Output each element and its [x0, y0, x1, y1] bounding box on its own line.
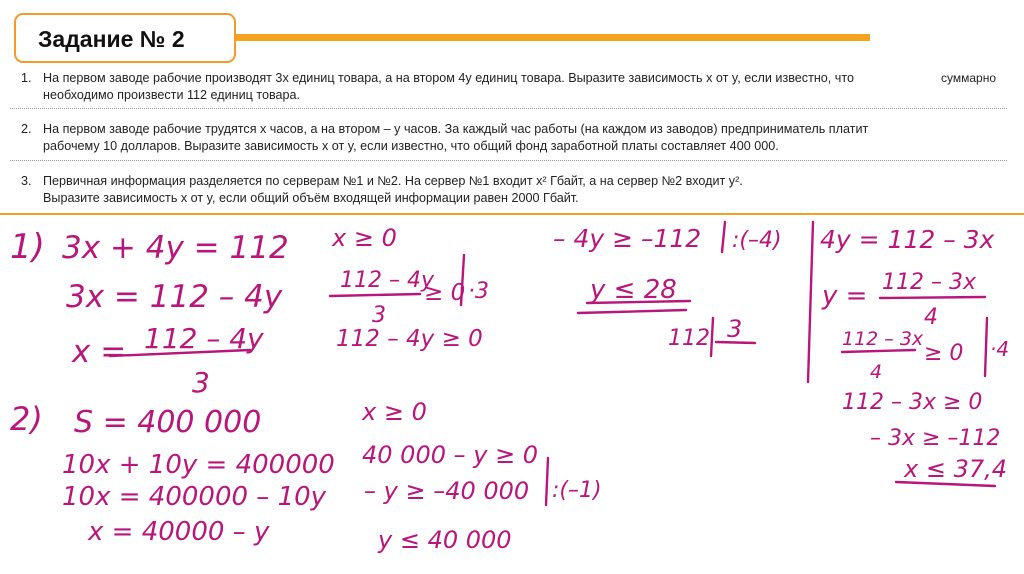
- fraction-denominator: 3: [192, 366, 210, 399]
- solution-label: 1): [10, 227, 45, 267]
- equation-line: y ≤ 28: [590, 275, 677, 305]
- equation-part: y =: [822, 281, 868, 311]
- equation-line: 40 000 – y ≥ 0: [362, 441, 539, 469]
- fraction-denominator: 3: [372, 303, 386, 328]
- equation-line: x ≥ 0: [362, 398, 427, 426]
- multiplier: ·4: [990, 337, 1010, 361]
- equation-part: ≥ 0: [424, 280, 466, 306]
- equation-line: 10x + 10y = 400000: [62, 450, 335, 480]
- equation-line: 4y = 112 – 3x: [820, 225, 995, 254]
- divisor: :(–1): [552, 478, 602, 503]
- task-number: 3.: [21, 174, 32, 188]
- fraction-bar: [842, 350, 915, 352]
- equation-line: x ≥ 0: [332, 224, 397, 252]
- equation-line: x =: [72, 334, 127, 370]
- task-number: 1.: [21, 71, 32, 85]
- fraction-numerator: 112 – 4y: [340, 268, 434, 293]
- equation-line: 112 – 3x ≥ 0: [842, 390, 983, 415]
- task-text-line1: На первом заводе рабочие производят 3x единиц товара, а на втором 4y единиц товара. Выразите зависимость x от y, если известно, что: [43, 71, 854, 85]
- multiplier: ·3: [468, 279, 489, 304]
- fraction-numerator: 112 – 4y: [144, 322, 264, 355]
- division-divisor: 3: [727, 315, 743, 343]
- divide-bar: [722, 222, 725, 252]
- equation-line: x = 40000 – y: [88, 517, 270, 547]
- fraction-denominator: 4: [870, 361, 883, 383]
- final-answer: x ≤ 37,4: [904, 455, 1008, 483]
- division-dividend: 112: [668, 326, 710, 351]
- equation-line: – 4y ≥ –112: [553, 224, 702, 253]
- equation-line: 3x = 112 – 4y: [66, 279, 283, 315]
- side-note: суммарно: [941, 71, 997, 85]
- equation-part: ≥ 0: [924, 341, 964, 366]
- fraction-bar: [330, 294, 420, 296]
- column-separator: [808, 222, 813, 382]
- equation-line: S = 400 000: [74, 405, 262, 440]
- final-answer: y ≤ 40 000: [378, 526, 512, 554]
- task-text-line2: Выразите зависимость x от y, если общий объём входящей информации равен 2000 Гбайт.: [43, 191, 579, 205]
- fraction-numerator: 112 – 3x: [882, 270, 976, 295]
- fraction-numerator: 112 – 3x: [842, 328, 924, 350]
- divide-bar: [985, 318, 987, 376]
- equation-line: 3x + 4y = 112: [62, 230, 289, 266]
- divide-bar: [711, 318, 713, 356]
- task-text-line1: На первом заводе рабочие трудятся x часов, а на втором – y часов. За каждый час работы (на каждом из заводов) предприниматель платит: [43, 122, 869, 136]
- task-text-line2: необходимо произвести 112 единиц товара.: [43, 88, 301, 102]
- fraction-bar: [880, 297, 985, 298]
- equation-line: – 3x ≥ –112: [870, 426, 1001, 451]
- equation-line: 112 – 4y ≥ 0: [336, 326, 483, 352]
- underline: [578, 310, 686, 313]
- solution-label: 2): [10, 400, 43, 438]
- equation-line: – y ≥ –40 000: [364, 477, 530, 505]
- task-text-line2: рабочему 10 долларов. Выразите зависимость x от y, если известно, что общий фонд заработной платы составляет 400 000.: [43, 139, 779, 153]
- task-number: 2.: [21, 122, 32, 136]
- divisor: :(–4): [732, 228, 782, 253]
- page-title: Задание № 2: [38, 26, 185, 52]
- divide-bar: [546, 458, 548, 505]
- task-text-line1: Первичная информация разделяется по серверам №1 и №2. На сервер №1 входит x² Гбайт, а на сервер №2 входит y².: [43, 174, 743, 188]
- fraction-denominator: 4: [924, 305, 938, 330]
- equation-line: 10x = 400000 – 10y: [62, 482, 327, 512]
